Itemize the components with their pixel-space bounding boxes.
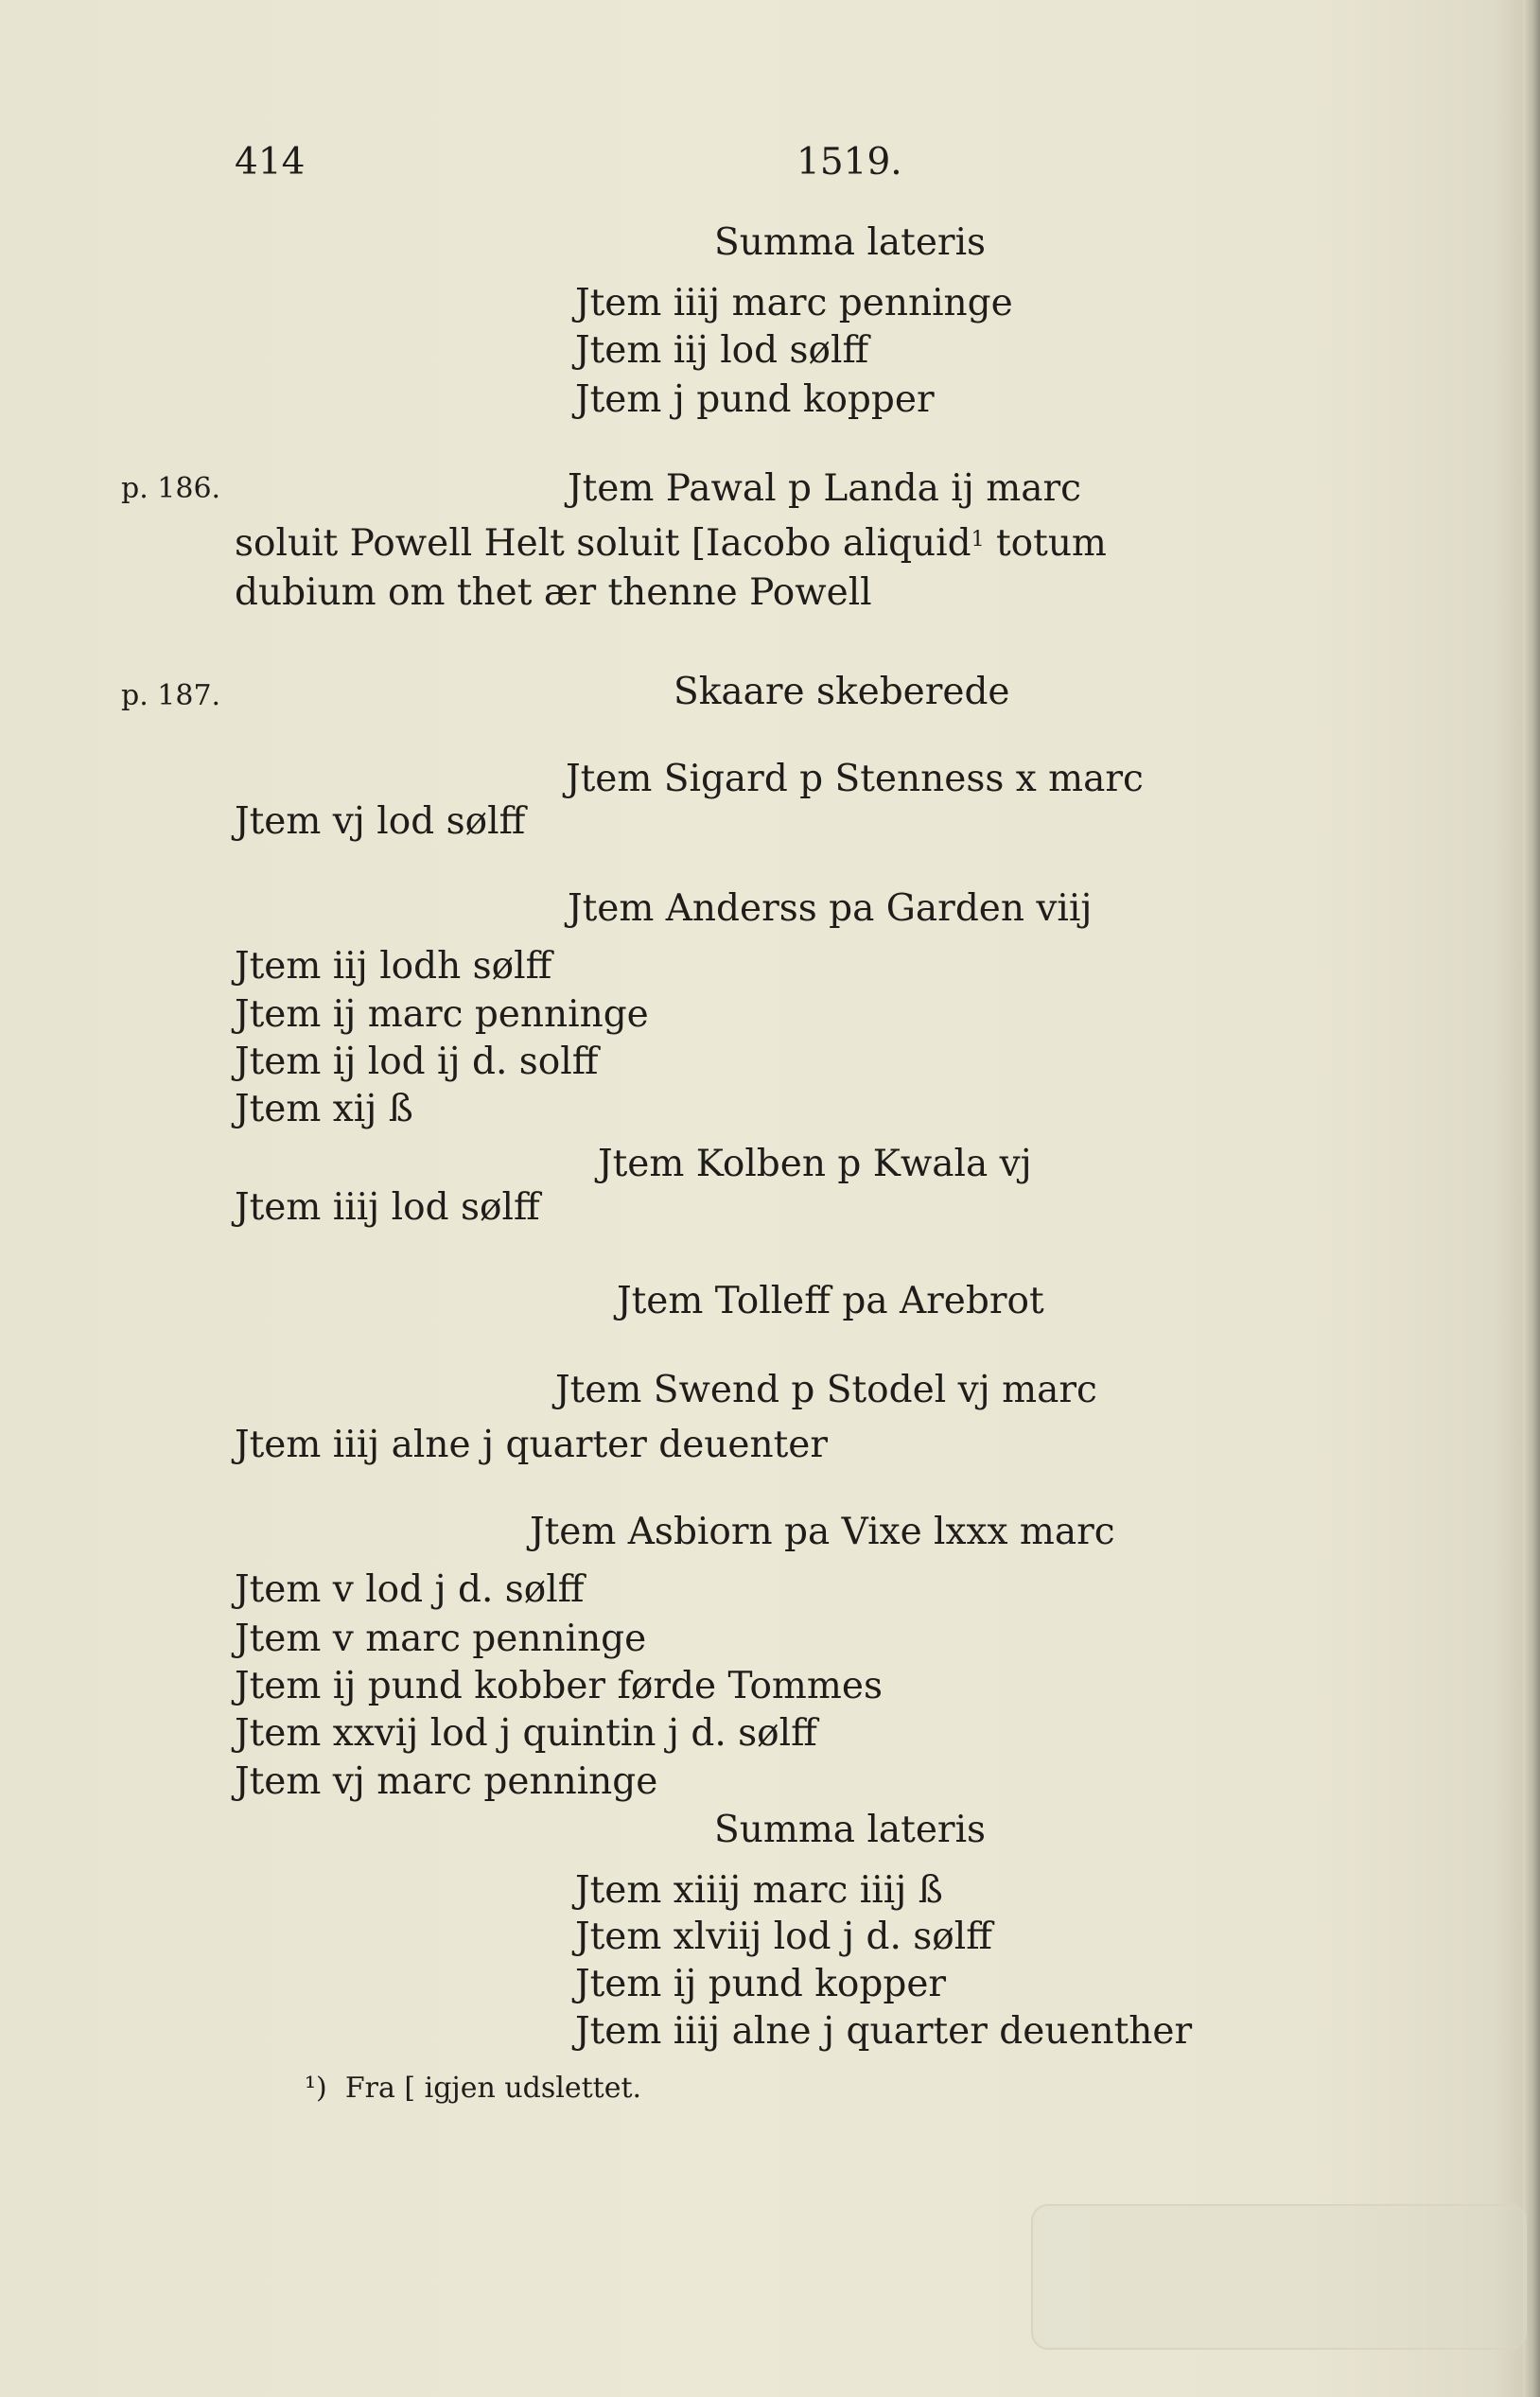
summa-heading: Summa lateris [714, 221, 987, 264]
margin-note-p187: p. 187. [121, 679, 221, 712]
text-line: Jtem xxvij lod j quintin j d. sølff [235, 1712, 817, 1755]
footnote-text: Fra [ igjen udslettet. [344, 2072, 642, 2105]
text-line: soluit Powell Helt soluit [Iacobo aliquid$^1$ totum [235, 522, 1107, 565]
text-line: Jtem Pawal p Landa ij marc [568, 467, 1081, 510]
text-line: Jtem xiiij marc iiij ß [575, 1869, 943, 1912]
text-line: Jtem iiij alne j quarter deuenter [235, 1424, 829, 1466]
text-line: Jtem j pund kopper [575, 378, 935, 421]
text-line: Jtem ij pund kobber førde Tommes [235, 1665, 883, 1707]
text-line: Jtem v lod j d. sølff [235, 1568, 585, 1611]
text-line: Jtem Sigard p Stenness x marc [566, 758, 1144, 800]
footnote [305, 2066, 641, 2111]
text-line: Jtem ij marc penninge [235, 993, 649, 1036]
text-line: Jtem Anderss pa Garden viij [568, 887, 1093, 930]
text-line: Jtem Tolleff pa Arebrot [617, 1280, 1044, 1322]
text-line: dubium om thet ær thenne Powell [235, 571, 872, 614]
footnote-marker: ¹) [305, 2072, 327, 2105]
text-line: Jtem Asbiorn pa Vixe lxxx marc [530, 1511, 1115, 1553]
text-line: Jtem iij lod sølff [575, 329, 869, 372]
text-line: Jtem iij lodh sølff [235, 945, 552, 988]
text-line: Jtem Swend p Stodel vj marc [555, 1369, 1097, 1411]
text-line: Jtem iiij lod sølff [235, 1186, 540, 1229]
book-edge [1523, 0, 1540, 2397]
text-line: Jtem xlviij lod j d. sølff [575, 1916, 992, 1958]
footnote-ref: 1 [971, 528, 985, 551]
text-line: Jtem v marc penninge [235, 1618, 647, 1660]
section-heading: Skaare skeberede [674, 671, 1010, 713]
text-line: Jtem ij pund kopper [575, 1963, 947, 2005]
text-line: Jtem ij lod ij d. solff [235, 1041, 599, 1083]
page-number: 414 [235, 141, 306, 184]
text-line: Jtem iiij marc penninge [575, 282, 1013, 324]
text-line: Jtem Kolben p Kwala vj [598, 1143, 1032, 1185]
text-line: Jtem xij ß [235, 1088, 413, 1130]
margin-note-p186: p. 186. [121, 472, 221, 505]
text-line: Jtem vj lod sølff [235, 800, 526, 843]
summa-heading: Summa lateris [714, 1809, 987, 1851]
text-line: Jtem vj marc penninge [235, 1760, 658, 1803]
year-heading: 1519. [796, 141, 902, 184]
page-stain [1031, 2204, 1527, 2350]
text-line: Jtem iiij alne j quarter deuenther [575, 2010, 1193, 2053]
